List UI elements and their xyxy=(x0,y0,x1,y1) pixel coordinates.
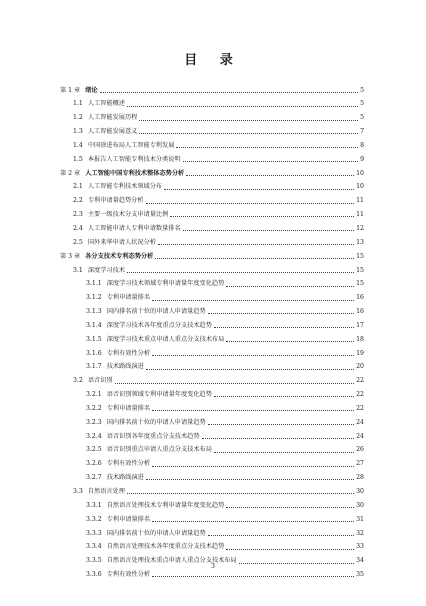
toc-subsection-entry[interactable] xyxy=(60,388,364,402)
toc-section-entry[interactable] xyxy=(60,111,364,125)
toc-entry-label: 人工智能概述 xyxy=(87,100,125,108)
toc-entry-page: 28 xyxy=(356,474,364,482)
toc-entry-number: 3.1 xyxy=(73,266,83,274)
toc-entry-page: 15 xyxy=(356,266,364,274)
toc-entry-page: 30 xyxy=(356,501,364,509)
dot-leader xyxy=(202,438,355,439)
toc-entry-number: 3.1.7 xyxy=(86,363,102,371)
toc-entry-page: 15 xyxy=(356,252,364,260)
toc-chapter-entry[interactable] xyxy=(60,166,364,180)
toc-entry-label: 自然语言处理 xyxy=(87,488,125,496)
toc-title: 目 录 xyxy=(184,53,242,68)
dot-leader xyxy=(127,493,354,494)
toc-entry-page: 9 xyxy=(360,155,364,163)
toc-entry-label: 语音识别重点申请人重点分支技术布局 xyxy=(106,446,212,454)
toc-entry-number: 第 3 章 xyxy=(60,252,81,260)
toc-entry-label: 国内排名前十位的申请人申请量趋势 xyxy=(106,418,206,426)
toc-entry-label: 专利有效性分析 xyxy=(106,460,151,468)
toc-entry-number: 2.1 xyxy=(73,183,83,191)
toc-entry-label: 技术路线演进 xyxy=(106,363,144,371)
toc-entry-number: 3.3.5 xyxy=(86,557,102,565)
toc-entry-number: 3.2.2 xyxy=(86,404,102,412)
toc-entry-label: 深度学习技术 xyxy=(87,266,125,274)
dot-leader xyxy=(127,272,354,273)
toc-entry-page: 22 xyxy=(356,377,364,385)
toc-section-entry[interactable] xyxy=(60,235,364,249)
toc-entry-number: 1.2 xyxy=(73,114,83,122)
toc-entry-page: 30 xyxy=(356,488,364,496)
toc-subsection-entry[interactable] xyxy=(60,471,364,485)
toc-entry-number: 3.3.1 xyxy=(86,501,102,509)
dot-leader xyxy=(208,424,354,425)
dot-leader xyxy=(176,147,358,148)
toc-entry-page: 20 xyxy=(356,363,364,371)
toc-entry-label: 中国徐进布局人工智能专利发展 xyxy=(87,141,175,149)
dot-leader xyxy=(208,535,354,536)
toc-entry-label: 语音识别 xyxy=(87,377,113,385)
dot-leader xyxy=(214,452,354,453)
toc-section-entry[interactable] xyxy=(60,208,364,222)
toc-subsection-entry[interactable] xyxy=(60,526,364,540)
dot-leader xyxy=(186,175,354,176)
dot-leader xyxy=(146,203,355,204)
toc-entry-number: 2.2 xyxy=(73,197,83,205)
toc-entry-page: 27 xyxy=(356,460,364,468)
toc-entry-label: 专利申请量排名 xyxy=(106,515,151,523)
toc-subsection-entry[interactable] xyxy=(60,318,364,332)
dot-leader xyxy=(152,466,354,467)
toc-section-entry[interactable] xyxy=(60,180,364,194)
toc-entry-page: 10 xyxy=(356,169,364,177)
toc-entry-number: 3.2.1 xyxy=(86,391,102,399)
toc-section-entry[interactable] xyxy=(60,125,364,139)
toc-entry-label: 各分支技术专利态势分析 xyxy=(85,252,154,260)
toc-entry-number: 1.4 xyxy=(73,141,83,149)
toc-entry-label: 语音识别领域专利申请量年度变化趋势 xyxy=(106,391,212,399)
dot-leader xyxy=(100,92,358,93)
toc-entry-label: 语音识别各年度重点分支技术趋势 xyxy=(106,432,200,440)
dot-leader xyxy=(146,369,354,370)
toc-entry-label: 绪论 xyxy=(85,86,98,94)
dot-leader xyxy=(183,161,358,162)
toc-entry-label: 专利有效性分析 xyxy=(106,349,151,357)
toc-section-entry[interactable] xyxy=(60,221,364,235)
toc-entry-label: 国内排名前十位的申请人申请量趋势 xyxy=(106,529,206,537)
toc-entry-page: 12 xyxy=(356,224,364,232)
toc-entry-label: 人工智能申请人专利申请数量排名 xyxy=(87,224,181,232)
toc-subsection-entry[interactable] xyxy=(60,291,364,305)
toc-chapter-entry[interactable] xyxy=(60,83,364,97)
toc-subsection-entry[interactable] xyxy=(60,443,364,457)
toc-entry-label: 人工智能专利技术领域分布 xyxy=(87,183,163,191)
toc-chapter-entry[interactable] xyxy=(60,249,364,263)
dot-leader xyxy=(139,133,358,134)
toc-entry-page: 26 xyxy=(356,446,364,454)
toc-entry-label: 深度学习技术各年度重点分支技术趋势 xyxy=(106,321,212,329)
toc-entry-number: 3.3.6 xyxy=(86,571,102,579)
toc-entry-number: 2.5 xyxy=(73,238,83,246)
toc-subsection-entry[interactable] xyxy=(60,360,364,374)
toc-subsection-entry[interactable] xyxy=(60,277,364,291)
toc-entry-number: 1.1 xyxy=(73,100,83,108)
toc-entry-page: 24 xyxy=(356,418,364,426)
toc-entry-number: 3.2.4 xyxy=(86,432,102,440)
toc-entry-page: 19 xyxy=(356,349,364,357)
dot-leader xyxy=(226,341,354,342)
toc-subsection-entry[interactable] xyxy=(60,498,364,512)
toc-entry-page: 7 xyxy=(360,128,364,136)
toc-entry-number: 3.1.5 xyxy=(86,335,102,343)
toc-entry-page: 24 xyxy=(356,432,364,440)
toc-entry-number: 3.1.2 xyxy=(86,294,102,302)
toc-entry-number: 1.3 xyxy=(73,128,83,136)
toc-entry-label: 自然语言处理技术重点申请人重点分支技术布局 xyxy=(106,557,237,565)
dot-leader xyxy=(170,216,354,217)
toc-entry-page: 22 xyxy=(356,404,364,412)
dot-leader xyxy=(146,479,354,480)
toc-entry-label: 主要一级技术分支申请量比例 xyxy=(87,211,169,219)
dot-leader xyxy=(152,576,354,577)
toc-entry-page: 32 xyxy=(356,529,364,537)
toc-entry-label: 技术路线演进 xyxy=(106,474,144,482)
toc-entry-number: 2.3 xyxy=(73,211,83,219)
toc-entry-label: 国外来华申请人状况分析 xyxy=(87,238,156,246)
dot-leader xyxy=(226,549,354,550)
toc-entry-number: 3.3.2 xyxy=(86,515,102,523)
toc-entry-page: 5 xyxy=(360,86,364,94)
toc-section-entry[interactable] xyxy=(60,374,364,388)
toc-subsection-entry[interactable] xyxy=(60,540,364,554)
toc-entry-page: 10 xyxy=(356,183,364,191)
toc-section-entry[interactable] xyxy=(60,484,364,498)
toc-entry-label: 专利申请量排名 xyxy=(106,404,151,412)
toc-section-entry[interactable] xyxy=(60,138,364,152)
toc-entry-number: 3.2.5 xyxy=(86,446,102,454)
toc-subsection-entry[interactable] xyxy=(60,429,364,443)
toc-section-entry[interactable] xyxy=(60,263,364,277)
toc-entry-number: 3.2.7 xyxy=(86,474,102,482)
dot-leader xyxy=(152,410,354,411)
toc-entry-number: 3.1.1 xyxy=(86,280,102,288)
toc-entry-number: 3.2.6 xyxy=(86,460,102,468)
toc-subsection-entry[interactable] xyxy=(60,512,364,526)
dot-leader xyxy=(214,327,354,328)
toc-entry-label: 深度学习技术领域专利申请量年度变化趋势 xyxy=(106,280,225,288)
dot-leader xyxy=(139,120,358,121)
dot-leader xyxy=(158,244,354,245)
toc-entry-number: 第 1 章 xyxy=(60,86,81,94)
toc-entry-page: 5 xyxy=(360,114,364,122)
dot-leader xyxy=(208,313,354,314)
toc-entry-page: 33 xyxy=(356,543,364,551)
toc-entry-label: 专利申请量排名 xyxy=(106,294,151,302)
toc-subsection-entry[interactable] xyxy=(60,332,364,346)
page-number: 3 xyxy=(211,563,215,570)
toc-entry-page: 13 xyxy=(356,238,364,246)
toc-entry-page: 17 xyxy=(356,321,364,329)
toc-entry-label: 人工智能中国专利技术整体态势分析 xyxy=(85,169,185,177)
toc-entry-label: 人工智能发展意义 xyxy=(87,128,138,136)
dot-leader xyxy=(164,189,354,190)
toc-subsection-entry[interactable] xyxy=(60,305,364,319)
toc-entry-page: 16 xyxy=(356,294,364,302)
toc-entry-page: 15 xyxy=(356,280,364,288)
dot-leader xyxy=(152,521,354,522)
toc-entry-label: 人工智能发展历程 xyxy=(87,114,138,122)
toc-entry-page: 5 xyxy=(360,100,364,108)
toc-entry-page: 34 xyxy=(356,557,364,565)
toc-entry-number: 3.2 xyxy=(73,377,83,385)
toc-entry-page: 22 xyxy=(356,391,364,399)
toc-subsection-entry[interactable] xyxy=(60,346,364,360)
toc-entry-number: 3.3 xyxy=(73,488,83,496)
toc-entry-label: 自然语言处理技术专利申请量年度变化趋势 xyxy=(106,501,225,509)
toc-subsection-entry[interactable] xyxy=(60,457,364,471)
toc-entry-label: 国内排名前十位的申请人申请量趋势 xyxy=(106,308,206,316)
toc-entry-number: 3.1.4 xyxy=(86,321,102,329)
toc-entry-number: 3.1.6 xyxy=(86,349,102,357)
toc-entry-label: 专利申请量趋势分析 xyxy=(87,197,144,205)
toc-subsection-entry[interactable] xyxy=(60,401,364,415)
toc-entry-number: 2.4 xyxy=(73,224,83,232)
dot-leader xyxy=(155,258,354,259)
toc-entry-page: 8 xyxy=(360,141,364,149)
dot-leader xyxy=(115,383,355,384)
toc-entry-page: 35 xyxy=(356,571,364,579)
toc-entry-page: 16 xyxy=(356,308,364,316)
table-of-contents xyxy=(60,83,364,581)
toc-entry-number: 1.5 xyxy=(73,155,83,163)
toc-entry-page: 11 xyxy=(356,211,364,219)
toc-entry-number: 第 2 章 xyxy=(60,169,81,177)
toc-section-entry[interactable] xyxy=(60,152,364,166)
dot-leader xyxy=(127,106,358,107)
toc-entry-number: 3.2.3 xyxy=(86,418,102,426)
toc-entry-page: 31 xyxy=(356,515,364,523)
dot-leader xyxy=(226,507,354,508)
dot-leader xyxy=(152,300,354,301)
toc-entry-label: 深度学习技术重点申请人重点分支技术布局 xyxy=(106,335,225,343)
dot-leader xyxy=(152,355,354,356)
dot-leader xyxy=(183,230,354,231)
toc-entry-page: 18 xyxy=(356,335,364,343)
toc-entry-number: 3.1.3 xyxy=(86,308,102,316)
toc-subsection-entry[interactable] xyxy=(60,415,364,429)
toc-entry-label: 专利有效性分析 xyxy=(106,571,151,579)
dot-leader xyxy=(226,286,354,287)
dot-leader xyxy=(214,396,354,397)
toc-section-entry[interactable] xyxy=(60,97,364,111)
toc-entry-page: 11 xyxy=(356,197,364,205)
toc-entry-number: 3.3.3 xyxy=(86,529,102,537)
toc-section-entry[interactable] xyxy=(60,194,364,208)
toc-entry-number: 3.3.4 xyxy=(86,543,102,551)
toc-entry-label: 本报告人工智能专利技术分类说明 xyxy=(87,155,181,163)
toc-entry-label: 自然语言处理技术各年度重点分支技术趋势 xyxy=(106,543,225,551)
